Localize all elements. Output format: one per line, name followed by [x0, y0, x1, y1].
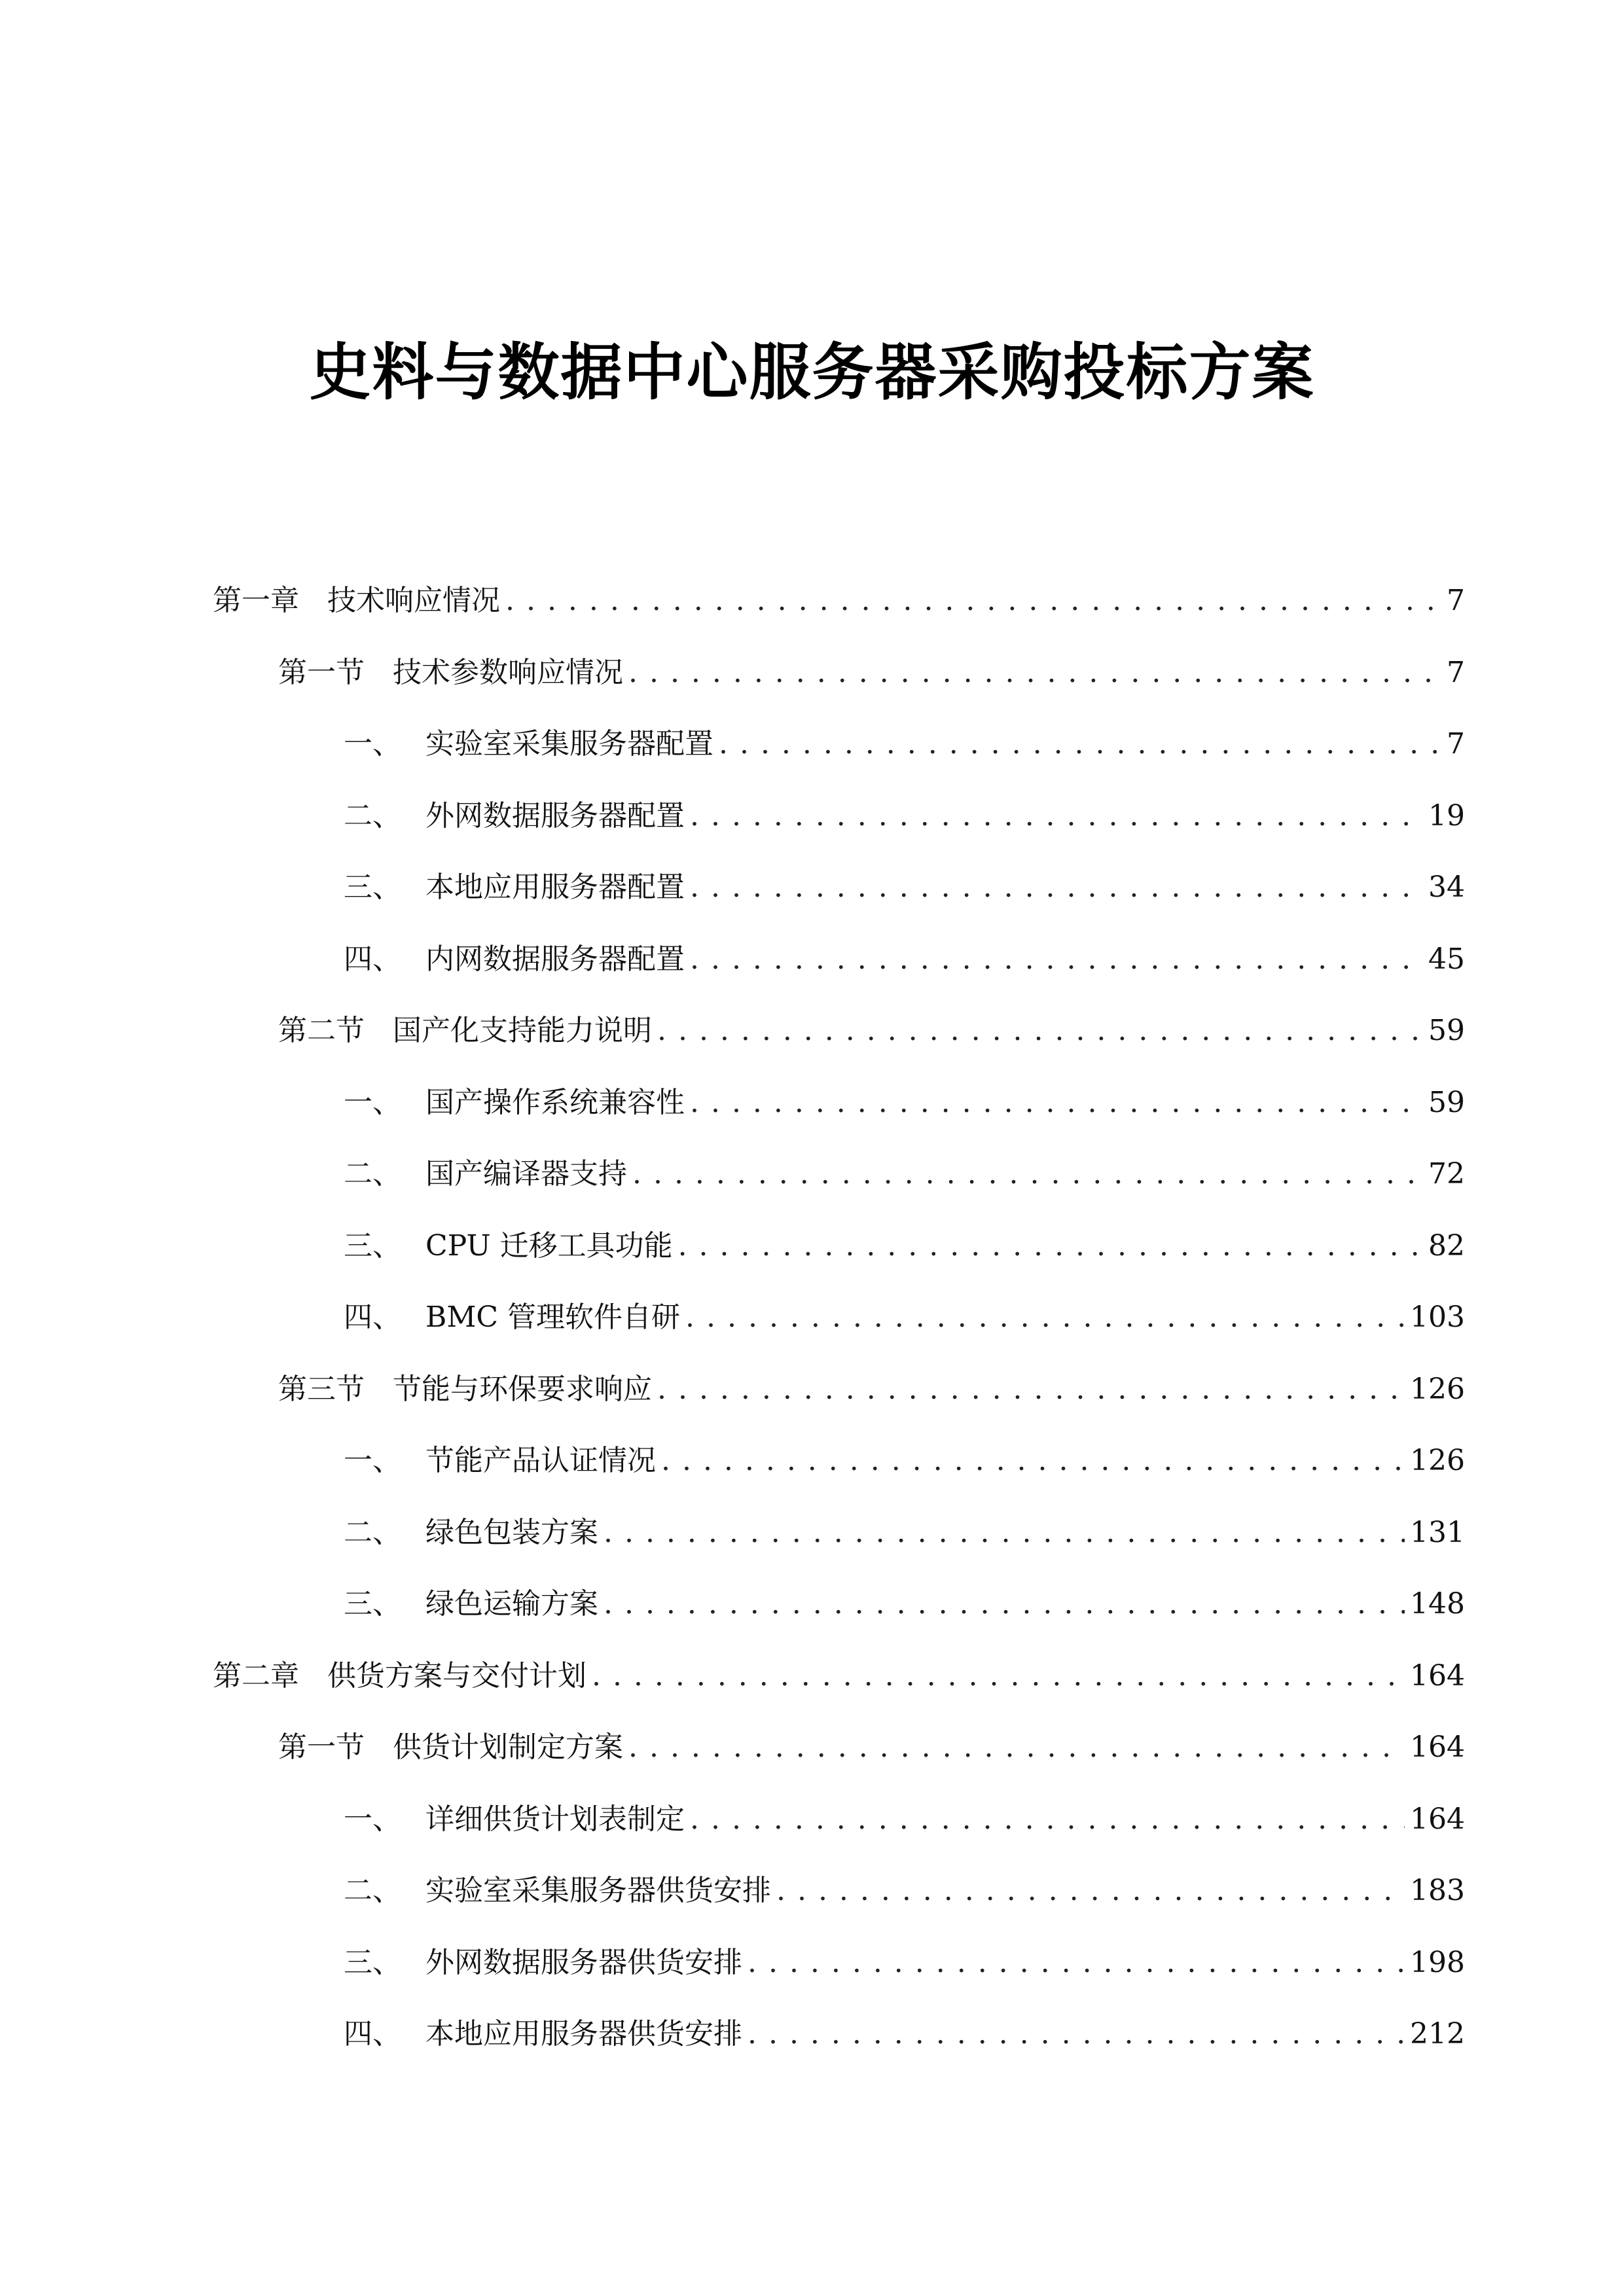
toc-entry-title: 供货方案与交付计划	[327, 1659, 586, 1693]
toc-dot-leader	[657, 1011, 1423, 1050]
toc-dot-leader	[748, 2015, 1405, 2054]
toc-entry[interactable]	[344, 1148, 1465, 1194]
toc-entry-title: 详细供货计划表制定	[425, 1803, 685, 1836]
toc-entry[interactable]	[344, 2008, 1465, 2054]
toc-entry-title: 国产化支持能力说明	[393, 1014, 652, 1047]
toc-dot-leader	[678, 1227, 1423, 1266]
toc-entry-number: 一、	[344, 1803, 401, 1836]
toc-entry-number: 三、	[344, 1229, 401, 1263]
toc-entry[interactable]	[344, 861, 1465, 907]
toc-entry-title: CPU 迁移工具功能	[425, 1229, 673, 1263]
toc-entry[interactable]	[278, 1363, 1465, 1409]
toc-dot-leader	[632, 1155, 1423, 1194]
toc-entry[interactable]	[344, 1793, 1465, 1839]
toc-entry[interactable]	[344, 1507, 1465, 1552]
toc-entry-number: 一、	[344, 727, 401, 761]
toc-entry-page-number: 126	[1410, 1372, 1465, 1406]
toc-dot-leader	[690, 868, 1423, 907]
toc-entry-page-number: 164	[1410, 1731, 1465, 1764]
toc-dot-leader	[505, 581, 1441, 620]
toc-entry-page-number: 45	[1428, 942, 1465, 976]
toc-entry[interactable]	[344, 1937, 1465, 1982]
toc-entry-page-number: 7	[1447, 584, 1465, 617]
toc-entry-page-number: 164	[1410, 1803, 1465, 1836]
toc-entry-number: 第三节	[278, 1372, 365, 1406]
toc-entry-title: 本地应用服务器配置	[425, 870, 685, 904]
toc-entry[interactable]	[344, 1865, 1465, 1910]
toc-entry-title: 技术参数响应情况	[393, 656, 623, 689]
toc-entry-page-number: 183	[1410, 1874, 1465, 1907]
toc-entry[interactable]	[278, 647, 1465, 692]
toc-entry-title: 绿色运输方案	[425, 1587, 598, 1621]
toc-entry-number: 第一节	[278, 656, 365, 689]
document-title: 史料与数据中心服务器采购投标方案	[309, 337, 1315, 408]
toc-entry-number: 四、	[344, 1300, 401, 1334]
toc-entry-number: 第一章	[213, 584, 299, 617]
toc-entry-page-number: 59	[1428, 1086, 1465, 1119]
toc-entry-title: 绿色包装方案	[425, 1516, 598, 1549]
toc-dot-leader	[690, 940, 1423, 979]
toc-entry-page-number: 34	[1428, 870, 1465, 904]
toc-dot-leader	[690, 1083, 1423, 1122]
toc-entry-page-number: 7	[1447, 727, 1465, 761]
toc-entry-number: 二、	[344, 1157, 401, 1191]
toc-dot-leader	[690, 1800, 1405, 1839]
toc-entry-title: 实验室采集服务器配置	[425, 727, 713, 761]
toc-entry[interactable]	[213, 1650, 1465, 1696]
toc-entry-page-number: 164	[1410, 1659, 1465, 1693]
toc-entry-page-number: 59	[1428, 1014, 1465, 1047]
toc-entry[interactable]	[344, 1291, 1465, 1337]
toc-entry-title: 国产编译器支持	[425, 1157, 627, 1191]
toc-dot-leader	[748, 1943, 1405, 1982]
toc-entry-number: 二、	[344, 1516, 401, 1549]
toc-entry-number: 第二章	[213, 1659, 299, 1693]
toc-entry-page-number: 103	[1410, 1300, 1465, 1334]
toc-entry-page-number: 19	[1428, 799, 1465, 833]
toc-entry-number: 第二节	[278, 1014, 365, 1047]
toc-entry-title: 本地应用服务器供货安排	[425, 2017, 742, 2051]
toc-dot-leader	[628, 1728, 1405, 1767]
toc-entry-number: 三、	[344, 1946, 401, 1979]
toc-entry[interactable]	[344, 933, 1465, 979]
toc-entry[interactable]	[344, 790, 1465, 836]
toc-entry-page-number: 131	[1410, 1516, 1465, 1549]
toc-dot-leader	[776, 1871, 1405, 1910]
toc-entry-title: 内网数据服务器配置	[425, 942, 685, 976]
toc-entry-number: 三、	[344, 1587, 401, 1621]
toc-entry-title: 节能产品认证情况	[425, 1444, 656, 1477]
toc-entry[interactable]	[344, 1077, 1465, 1122]
toc-dot-leader	[604, 1513, 1405, 1552]
toc-entry[interactable]	[278, 1721, 1465, 1767]
toc-entry[interactable]	[278, 1005, 1465, 1050]
toc-entry[interactable]	[344, 1578, 1465, 1624]
toc-entry[interactable]	[344, 1435, 1465, 1480]
toc-entry-page-number: 198	[1410, 1946, 1465, 1979]
toc-entry-page-number: 72	[1428, 1157, 1465, 1191]
toc-dot-leader	[592, 1657, 1405, 1696]
toc-entry-title: 外网数据服务器供货安排	[425, 1946, 742, 1979]
toc-entry-number: 二、	[344, 799, 401, 833]
toc-dot-leader	[628, 653, 1441, 692]
toc-entry-number: 三、	[344, 870, 401, 904]
toc-dot-leader	[604, 1585, 1405, 1624]
toc-dot-leader	[685, 1298, 1405, 1337]
toc-entry-title: 供货计划制定方案	[393, 1731, 623, 1764]
toc-dot-leader	[719, 725, 1441, 764]
toc-entry-number: 四、	[344, 2017, 401, 2051]
toc-entry-page-number: 7	[1447, 656, 1465, 689]
toc-dot-leader	[657, 1370, 1405, 1409]
toc-entry-number: 一、	[344, 1086, 401, 1119]
toc-dot-leader	[690, 797, 1423, 836]
toc-entry-page-number: 126	[1410, 1444, 1465, 1477]
toc-entry-title: 外网数据服务器配置	[425, 799, 685, 833]
toc-dot-leader	[661, 1441, 1405, 1480]
toc-entry-number: 二、	[344, 1874, 401, 1907]
toc-entry[interactable]	[344, 718, 1465, 764]
toc-entry-number: 四、	[344, 942, 401, 976]
toc-entry-title: BMC 管理软件自研	[425, 1300, 681, 1334]
toc-entry-title: 节能与环保要求响应	[393, 1372, 652, 1406]
toc-entry[interactable]	[213, 575, 1465, 620]
toc-entry-title: 技术响应情况	[327, 584, 500, 617]
toc-entry-page-number: 212	[1410, 2017, 1465, 2051]
toc-entry-page-number: 148	[1410, 1587, 1465, 1621]
toc-entry-page-number: 82	[1428, 1229, 1465, 1263]
toc-entry-number: 一、	[344, 1444, 401, 1477]
toc-entry-number: 第一节	[278, 1731, 365, 1764]
toc-entry[interactable]	[344, 1220, 1465, 1266]
toc-entry-title: 国产操作系统兼容性	[425, 1086, 685, 1119]
toc-entry-title: 实验室采集服务器供货安排	[425, 1874, 771, 1907]
